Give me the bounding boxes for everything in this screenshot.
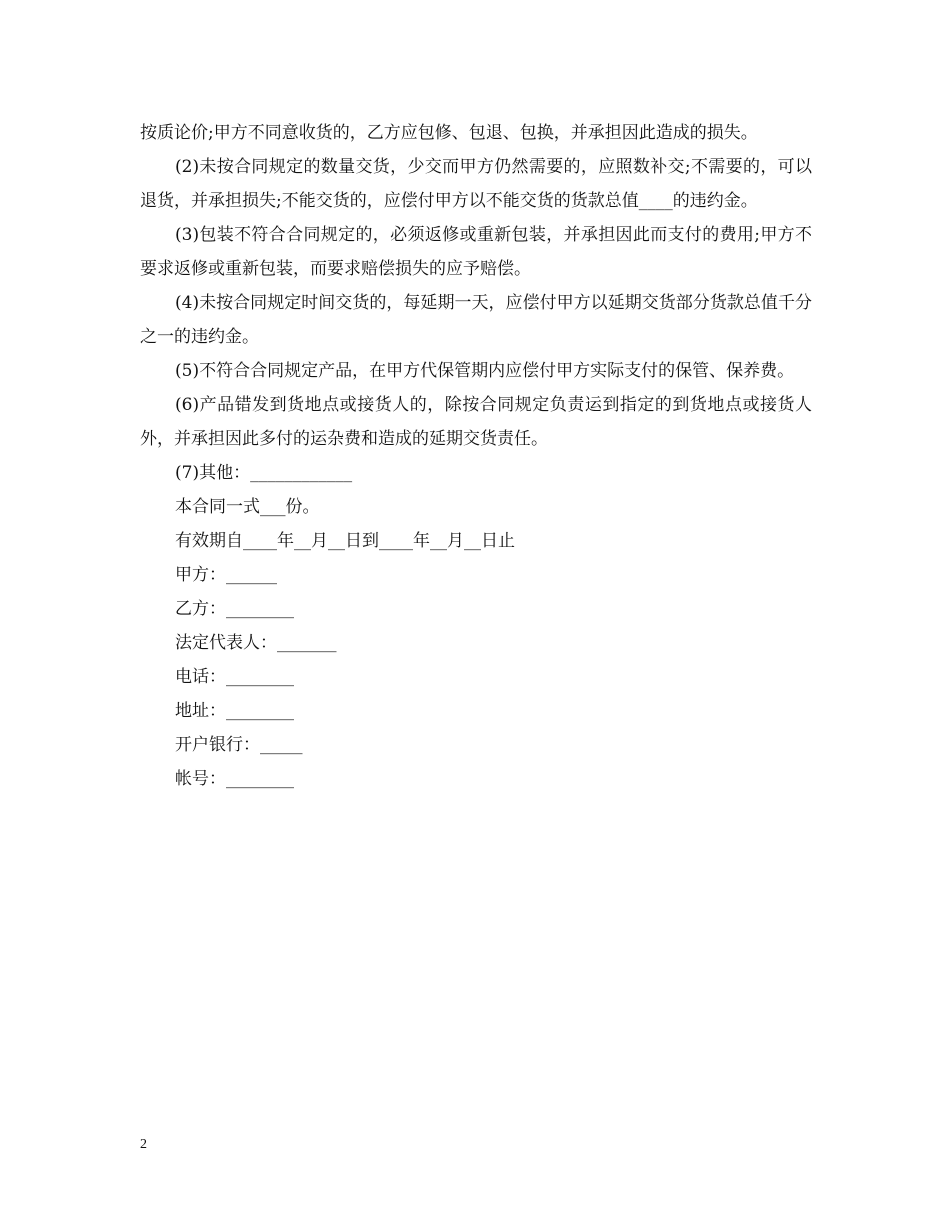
- legal-representative-line: 法定代表人：_______: [175, 633, 337, 653]
- clause-6-misdelivery: (6)产品错发到货地点或接货人的，除按合同规定负责运到指定的到货地点或接货人外，并承担因此多付的运杂费和造成的延期交货责任。: [140, 395, 812, 449]
- page-number: 2: [140, 1137, 147, 1152]
- phone-line: 电话：________: [175, 667, 294, 687]
- clause-4-delay: (4)未按合同规定时间交货的，每延期一天，应偿付甲方以延期交货部分货款总值千分之一的违约金。: [140, 293, 812, 347]
- document-body: [140, 116, 812, 796]
- party-a-line: 甲方：______: [175, 565, 277, 585]
- bank-line: 开户银行：_____: [175, 735, 303, 755]
- address-line: 地址：________: [175, 701, 294, 721]
- paragraph-continuation: 按质论价;甲方不同意收货的，乙方应包修、包退、包换，并承担因此造成的损失。: [140, 123, 758, 143]
- account-number-line: 帐号：________: [175, 769, 294, 789]
- clause-7-other: (7)其他：____________: [175, 463, 353, 483]
- clause-3-packaging: (3)包装不符合合同规定的，必须返修或重新包装，并承担因此而支付的费用;甲方不要求返修或重新包装，而要求赔偿损失的应予赔偿。: [140, 225, 812, 279]
- copies-line: 本合同一式___份。: [175, 497, 320, 517]
- party-b-line: 乙方：________: [175, 599, 294, 619]
- clause-2-quantity: (2)未按合同规定的数量交货，少交而甲方仍然需要的，应照数补交;不需要的，可以退货，并承担损失;不能交货的，应偿付甲方以不能交货的货款总值____的违约金。: [140, 157, 812, 211]
- validity-period-line: 有效期自____年__月__日到____年__月__日止: [175, 531, 515, 551]
- clause-5-storage: (5)不符合合同规定产品，在甲方代保管期内应偿付甲方实际支付的保管、保养费。: [175, 361, 795, 381]
